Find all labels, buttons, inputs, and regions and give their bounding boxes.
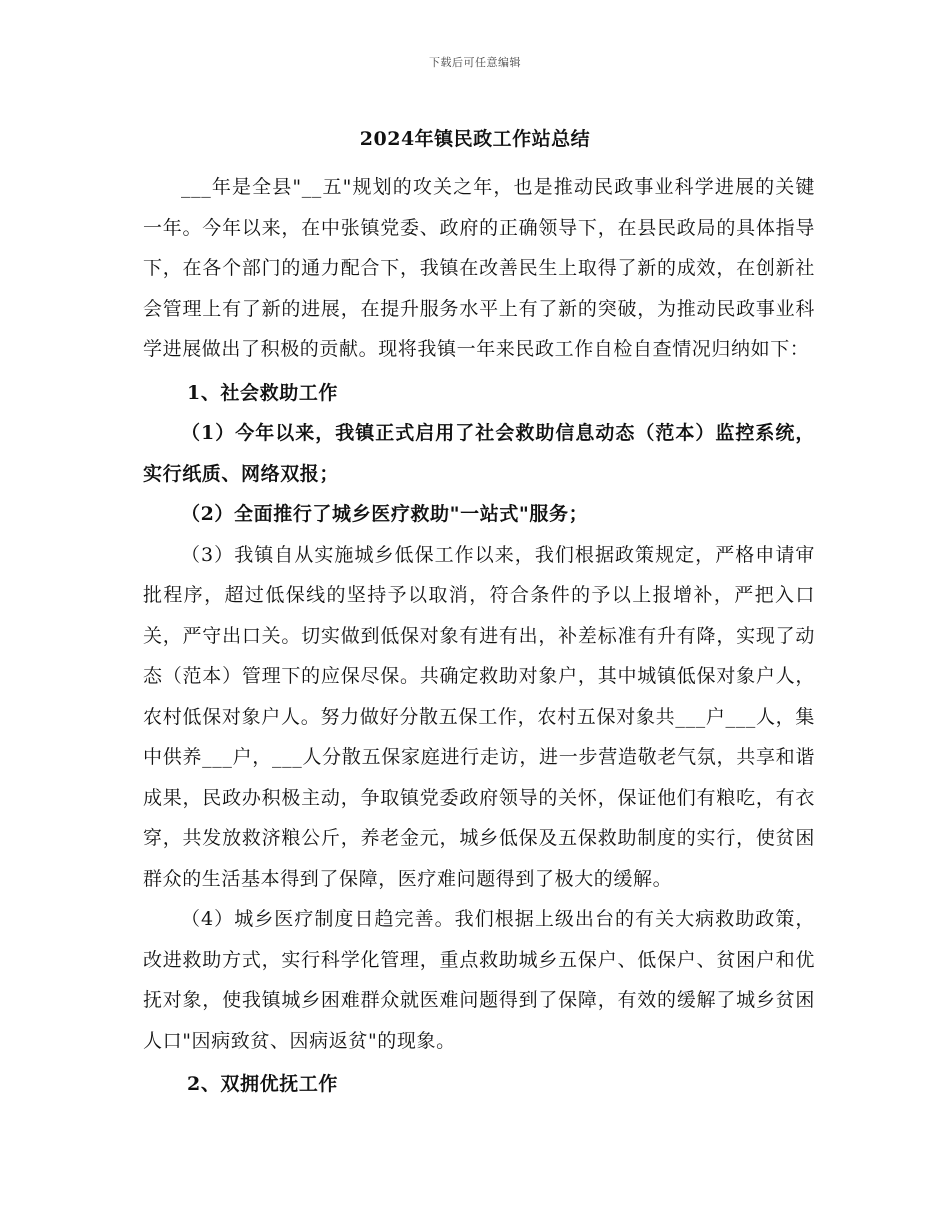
item-4-paragraph: （4）城乡医疗制度日趋完善。我们根据上级出台的有关大病救助政策，改进救助方式，实行科学化管理，重点救助城乡五保户、低保户、贫困户和优抚对象，使我镇城乡困难群众就医难问题得到了保障，有效的缓解了城乡贫困人口"因病致贫、因病返贫"的现象。 xyxy=(143,908,815,1052)
section-heading-social-assistance: 1、社会救助工作 xyxy=(187,381,339,404)
document-body xyxy=(143,167,815,1105)
item-2-paragraph: （2）全面推行了城乡医疗救助"一站式"服务； xyxy=(181,503,589,525)
intro-paragraph: ___年是全县"__五"规划的攻关之年，也是推动民政事业科学进展的关键一年。今年以来，在中张镇党委、政府的正确领导下，在县民政局的具体指导下，在各个部门的通力配合下，我镇在改善民生上取得了新的成效，在创新社会管理上有了新的进展，在提升服务水平上有了新的突破，为推动民政事业科学进展做出了积极的贡献。现将我镇一年来民政工作自检自查情况归纳如下： xyxy=(143,176,815,360)
page-header-note: 下载后可任意编辑 xyxy=(429,56,521,69)
item-3-paragraph: （3）我镇自从实施城乡低保工作以来，我们根据政策规定，严格申请审批程序，超过低保线的坚持予以取消，符合条件的予以上报增补，严把入口关，严守出口关。切实做到低保对象有进有出，补差标准有升有降，实现了动态（范本）管理下的应保尽保。共确定救助对象户，其中城镇低保对象户人，农村低保对象户人。努力做好分散五保工作，农村五保对象共___户___人，集中供养___户，___人分散五保家庭进行走访，进一步营造敬老气氛，共享和谐成果，民政办积极主动，争取镇党委政府领导的关怀，保证他们有粮吃，有衣穿，共发放救济粮公斤，养老金元，城乡低保及五保救助制度的实行，使贫困群众的生活基本得到了保障，医疗难问题得到了极大的缓解。 xyxy=(143,543,815,890)
item-1-paragraph: （1）今年以来，我镇正式启用了社会救助信息动态（范本）监控系统，实行纸质、网络双报； xyxy=(143,422,815,485)
document-title: 2024年镇民政工作站总结 xyxy=(359,128,591,150)
section-heading-double-support: 2、双拥优抚工作 xyxy=(187,1073,339,1095)
